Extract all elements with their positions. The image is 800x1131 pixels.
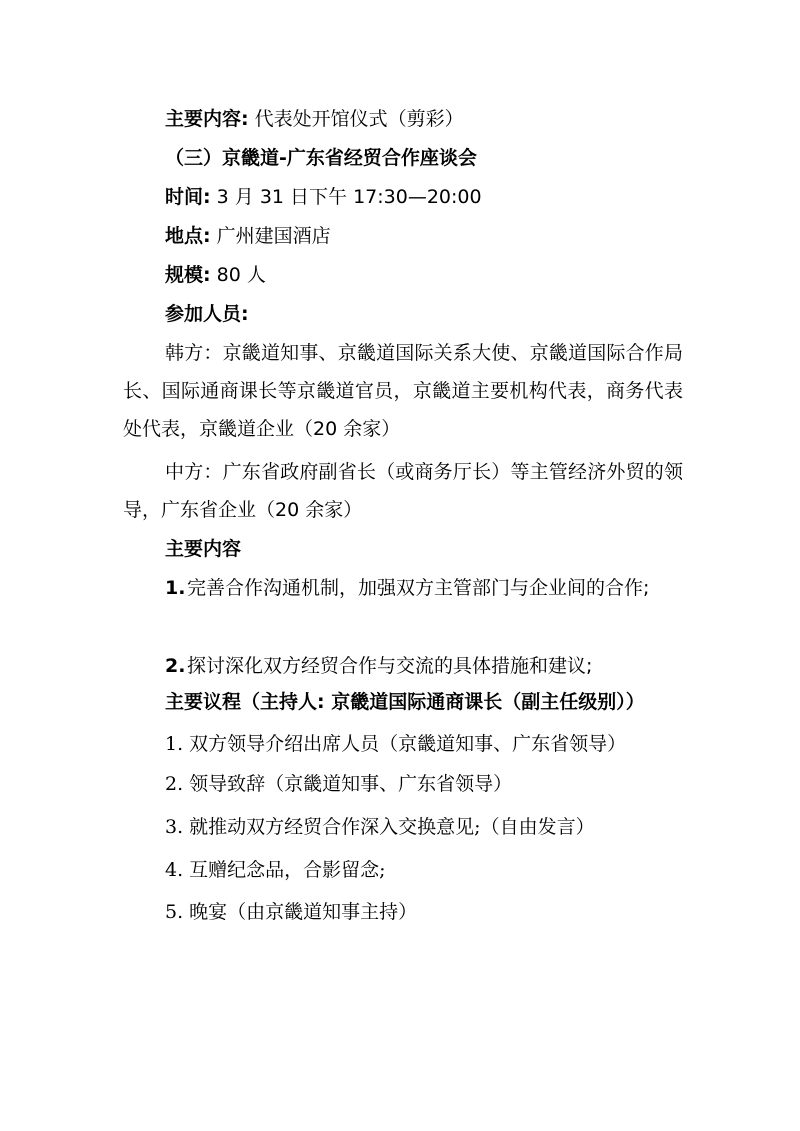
content-line xyxy=(165,107,464,131)
agenda-item: 1. 双方领导介绍出席人员（京畿道知事、广东省领导） xyxy=(165,733,627,755)
item-number: 1. xyxy=(165,577,186,599)
place-label: 地点: xyxy=(165,225,211,247)
agenda-title: 主要议程（主持人: 京畿道国际通商课长（副主任级别）） xyxy=(165,691,645,713)
agenda-item: 4. 互赠纪念品，合影留念; xyxy=(165,859,386,881)
section-title: （三）京畿道-广东省经贸合作座谈会 xyxy=(165,147,477,169)
place-line xyxy=(165,224,331,248)
main-content-item xyxy=(165,647,685,685)
time-value: 3 月 31 日下午 17:30—20:00 xyxy=(216,186,482,208)
item-number: 2. xyxy=(165,655,186,677)
time-line xyxy=(165,185,482,209)
main-content-item xyxy=(165,569,685,607)
agenda-item: 5. 晚宴（由京畿道知事主持） xyxy=(165,901,418,923)
scale-line xyxy=(165,263,266,287)
korea-side-paragraph: 韩方：京畿道知事、京畿道国际关系大使、京畿道国际合作局长、国际通商课长等京畿道官员，京畿道主要机构代表，商务代表处代表，京畿道企业（20 余家） xyxy=(123,342,683,440)
place-value: 广州建国酒店 xyxy=(216,225,331,247)
item-text: 完善合作沟通机制，加强双方主管部门与企业间的合作; xyxy=(187,577,650,599)
scale-value: 80 人 xyxy=(216,264,266,286)
agenda-item: 2. 领导致辞（京畿道知事、广东省领导） xyxy=(165,773,513,795)
scale-label: 规模: xyxy=(165,264,211,286)
main-content-label: 主要内容 xyxy=(165,538,242,560)
china-side-paragraph: 中方：广东省政府副省长（或商务厅长）等主管经济外贸的领导，广东省企业（20 余家） xyxy=(123,461,683,521)
content-value: 代表处开馆仪式（剪彩） xyxy=(254,108,464,130)
agenda-item: 3. 就推动双方经贸合作深入交换意见;（自由发言） xyxy=(165,816,595,838)
item-text: 探讨深化双方经贸合作与交流的具体措施和建议; xyxy=(187,655,593,677)
participants-label: 参加人员: xyxy=(165,303,249,325)
content-label: 主要内容: xyxy=(165,108,249,130)
time-label: 时间: xyxy=(165,186,211,208)
